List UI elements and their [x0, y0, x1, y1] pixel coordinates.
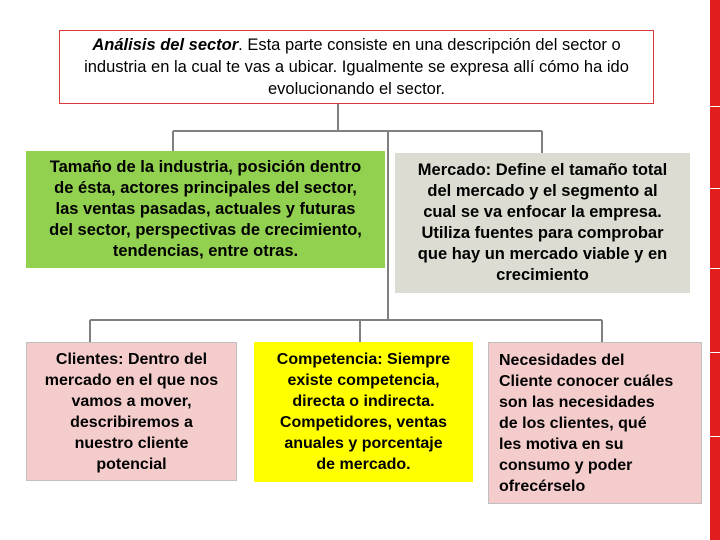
clients-line: nuestro cliente — [74, 434, 189, 452]
needs-line: consumo y poder — [499, 456, 633, 474]
industry-size-line: del sector, perspectivas de crecimiento, — [49, 221, 362, 239]
needs-line: de los clientes, qué — [499, 414, 647, 432]
sector-analysis-box — [59, 30, 654, 104]
competition-line: existe competencia, — [287, 372, 440, 389]
industry-size-box — [26, 151, 385, 268]
competition-line: Competencia: Siempre — [276, 351, 451, 368]
industry-size-line: de ésta, actores principales del sector, — [54, 179, 357, 197]
needs-line: son las necesidades — [499, 393, 655, 411]
clients-line: Clientes: Dentro del — [55, 350, 208, 368]
needs-line: ofrecérselo — [499, 477, 586, 495]
market-line: crecimiento — [496, 266, 589, 284]
industry-size-line: Tamaño de la industria, posición dentro — [49, 158, 362, 176]
clients-line: describiremos a — [70, 413, 193, 431]
clients-line: potencial — [96, 455, 167, 473]
market-box — [395, 153, 690, 293]
clients-line: vamos a mover, — [71, 392, 192, 410]
market-line: Mercado: Define el tamaño total — [417, 161, 668, 179]
competition-line: de mercado. — [316, 456, 411, 473]
accent-side-bar — [710, 0, 720, 540]
competition-line: anuales y porcentaje — [284, 435, 443, 452]
market-line: cual se va enfocar la empresa. — [423, 203, 662, 221]
clients-line: mercado en el que nos — [44, 371, 219, 389]
market-line: Utiliza fuentes para comprobar — [421, 224, 664, 242]
sector-analysis-description: . Esta parte consiste en una descripción del sector o industria en la cual te vas a ubicar. Igualmente se expresa allí cómo ha ido evolucionando el sector. — [84, 36, 629, 98]
needs-line: les motiva en su — [499, 435, 624, 453]
competition-line: directa o indirecta. — [292, 393, 435, 410]
clients-box — [26, 342, 237, 481]
sector-analysis-title: Análisis del sector — [92, 36, 239, 54]
industry-size-line: tendencias, entre otras. — [112, 242, 299, 260]
market-line: del mercado y el segmento al — [427, 182, 658, 200]
competition-box — [254, 342, 473, 482]
needs-line: Necesidades del — [499, 351, 625, 369]
market-line: que hay un mercado viable y en — [417, 245, 668, 263]
needs-box — [488, 342, 702, 504]
industry-size-line: las ventas pasadas, actuales y futuras — [55, 200, 356, 218]
needs-line: Cliente conocer cuáles — [499, 372, 674, 390]
competition-line: Competidores, ventas — [279, 414, 448, 431]
